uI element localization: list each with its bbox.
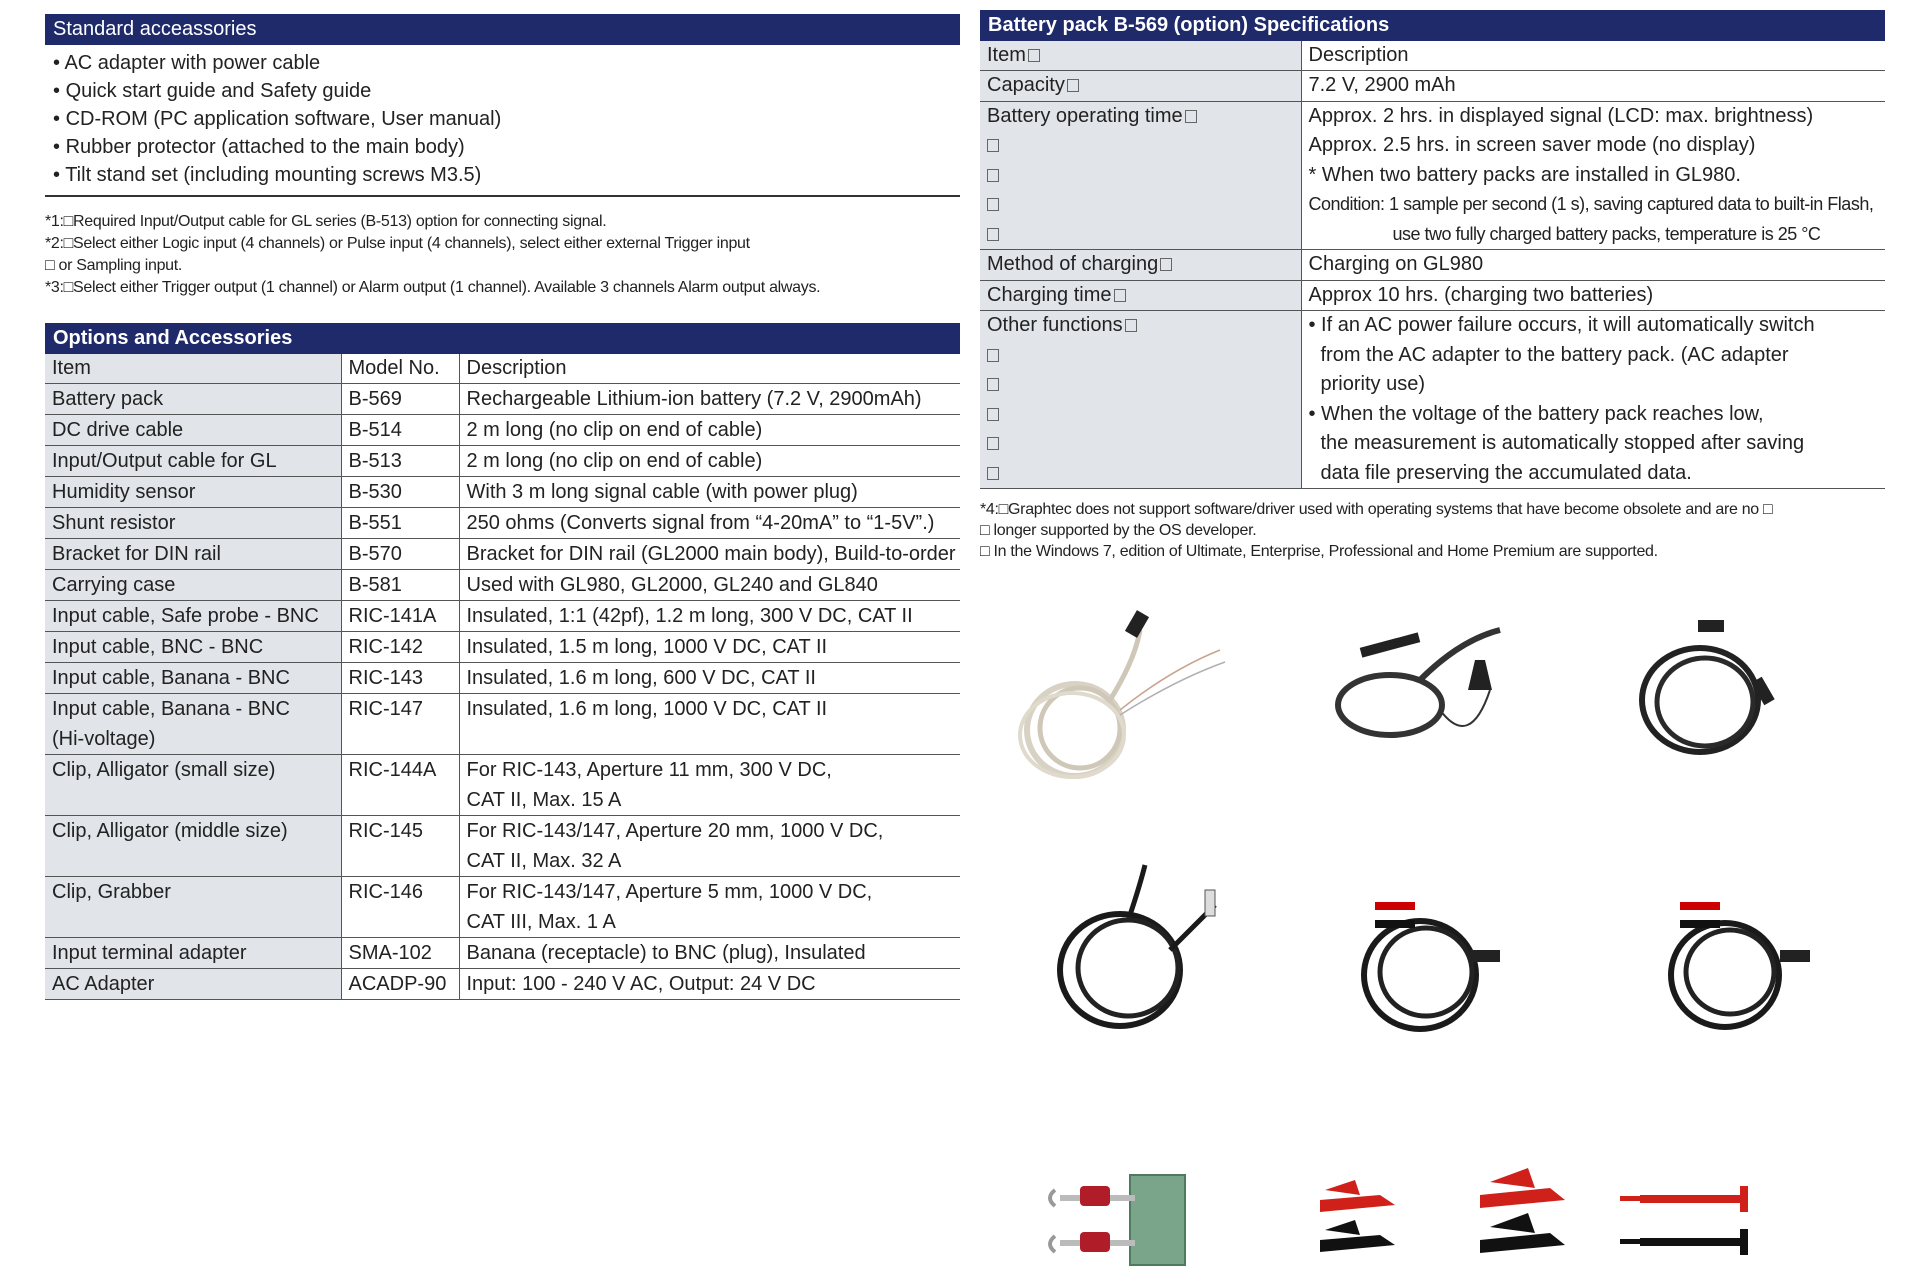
list-item: • AC adapter with power cable [45, 49, 960, 77]
left-column [45, 14, 960, 1000]
cell-line: CAT III, Max. 1 A [466, 911, 616, 933]
placeholder-box [987, 139, 999, 152]
model-cell: RIC-145 [341, 816, 459, 877]
alligator-clip-middle-photo [1480, 1168, 1565, 1253]
column-header: Description [459, 354, 960, 384]
cell-line: CAT II, Max. 32 A [466, 850, 622, 872]
table-row [980, 250, 1885, 281]
item-cell [45, 632, 341, 663]
placeholder-box [987, 349, 999, 362]
battery-spec-title: Battery pack B-569 (option) Specifications [980, 10, 1885, 41]
table-row [980, 280, 1885, 311]
table-row [980, 311, 1885, 489]
cell-line: • If an AC power failure occurs, it will automatically switch [1308, 314, 1815, 336]
description-cell [1301, 311, 1885, 489]
cell-line: Input: 100 - 240 V AC, Output: 24 V DC [466, 973, 816, 995]
model-cell: RIC-147 [341, 694, 459, 755]
description-cell [459, 446, 960, 477]
model-cell: RIC-143 [341, 663, 459, 694]
model-cell: RIC-142 [341, 632, 459, 663]
item-cell [45, 694, 341, 755]
item-label: Battery operating time [987, 104, 1183, 127]
cell-line: Approx. 2.5 hrs. in screen saver mode (no display) [1308, 134, 1756, 156]
item-cell [980, 311, 1301, 489]
cell-line: DC drive cable [52, 419, 184, 441]
table-row [45, 632, 960, 663]
cell-line: data file preserving the accumulated data. [1320, 461, 1692, 484]
table-row [45, 694, 960, 755]
placeholder-box [1067, 79, 1079, 92]
item-cell [45, 877, 341, 938]
standard-accessories-title: Standard acceassories [45, 14, 960, 45]
table-row [45, 446, 960, 477]
cell-line: Input cable, Safe probe - BNC [52, 605, 319, 627]
column-header: Model No. [341, 354, 459, 384]
description-cell [459, 694, 960, 755]
item-cell [45, 446, 341, 477]
placeholder-box [987, 198, 999, 211]
bnc-cable-photo [1642, 620, 1775, 752]
cell-line: (Hi-voltage) [52, 728, 156, 750]
description-cell [459, 938, 960, 969]
footnote: □ longer supported by the OS developer. [980, 522, 1257, 539]
item-cell [45, 601, 341, 632]
table-row [45, 508, 960, 539]
right-column [980, 10, 1885, 562]
cell-line: AC Adapter [52, 973, 155, 995]
options-section [45, 323, 960, 1000]
footnote: □ or Sampling input. [45, 257, 183, 274]
cell-line: For RIC-143/147, Aperture 5 mm, 1000 V DC, [466, 881, 873, 903]
description-cell [1301, 101, 1885, 250]
item-cell [45, 508, 341, 539]
table-row [45, 755, 960, 816]
placeholder-box [1125, 319, 1137, 332]
cell-line: the measurement is automatically stopped after saving [1320, 432, 1805, 454]
table-row [45, 816, 960, 877]
cell-line: use two fully charged battery packs, temperature is 25 °C [1392, 223, 1821, 244]
table-header-row [45, 354, 960, 384]
item-cell [980, 280, 1301, 311]
cell-line: 250 ohms (Converts signal from “4-20mA” to “1-5V”.) [466, 512, 935, 534]
placeholder-box [1160, 258, 1172, 271]
standard-accessories-list [45, 49, 960, 197]
item-cell [45, 755, 341, 816]
description-cell [459, 539, 960, 570]
table-row [45, 877, 960, 938]
table-row [45, 415, 960, 446]
item-cell [45, 384, 341, 415]
cell-line: Clip, Alligator (middle size) [52, 820, 288, 842]
cell-line: With 3 m long signal cable (with power plug) [466, 481, 858, 503]
item-cell [45, 477, 341, 508]
header-label: Item [987, 44, 1026, 66]
cell-line: Insulated, 1:1 (42pf), 1.2 m long, 300 V DC, CAT II [466, 605, 913, 627]
description-cell [459, 816, 960, 877]
footnote: *2:□Select either Logic input (4 channels) or Pulse input (4 channels), select either external Trigger input [45, 235, 750, 252]
placeholder-box [987, 437, 999, 450]
cell-line: Bracket for DIN rail (GL2000 main body), Build-to-order [466, 543, 956, 565]
table-row [45, 384, 960, 415]
placeholder-box [987, 228, 999, 241]
placeholder-box [987, 408, 999, 421]
cell-line: Used with GL980, GL2000, GL240 and GL840 [466, 574, 878, 596]
list-item: • Rubber protector (attached to the main body) [45, 133, 960, 161]
cell-line: Rechargeable Lithium-ion battery (7.2 V, 2900mAh) [466, 388, 922, 410]
cell-line: from the AC adapter to the battery pack. (AC adapter [1320, 343, 1789, 366]
cell-line: Insulated, 1.5 m long, 1000 V DC, CAT II [466, 636, 828, 658]
column-header [980, 41, 1301, 71]
item-cell [980, 71, 1301, 102]
cell-line: • When the voltage of the battery pack reaches low, [1308, 402, 1764, 425]
cell-line: 2 m long (no clip on end of cable) [466, 419, 763, 441]
model-cell: B-581 [341, 570, 459, 601]
item-cell [45, 816, 341, 877]
list-item: • Quick start guide and Safety guide [45, 77, 960, 105]
table-row [45, 477, 960, 508]
cell-line: Input cable, Banana - BNC [52, 667, 290, 689]
table-row [45, 938, 960, 969]
cell-line: Carrying case [52, 574, 176, 596]
cell-line: Input terminal adapter [52, 942, 247, 964]
cell-line: Charging on GL980 [1308, 253, 1484, 275]
model-cell: RIC-141A [341, 601, 459, 632]
description-cell [459, 969, 960, 1000]
cell-line: Input cable, BNC - BNC [52, 636, 264, 658]
cell-line: 2 m long (no clip on end of cable) [466, 450, 763, 472]
item-label: Charging time [987, 283, 1112, 306]
cell-line: Clip, Grabber [52, 881, 171, 903]
list-item: • CD-ROM (PC application software, User manual) [45, 105, 960, 133]
cell-line: priority use) [1320, 373, 1425, 395]
battery-spec-table [980, 41, 1885, 489]
table-row [45, 663, 960, 694]
table-row [980, 101, 1885, 250]
table-row [980, 71, 1885, 102]
placeholder-box [1028, 49, 1040, 62]
model-cell: B-513 [341, 446, 459, 477]
cell-line: Humidity sensor [52, 481, 196, 503]
model-cell: ACADP-90 [341, 969, 459, 1000]
footnote: *1:□Required Input/Output cable for GL series (B-513) option for connecting signal. [45, 213, 607, 230]
accessory-photos [980, 590, 1885, 1280]
item-label: Other functions [987, 314, 1123, 336]
footnotes [45, 211, 960, 299]
cell-line: Input cable, Banana - BNC [52, 698, 290, 720]
dc-drive-cable-photo [1060, 865, 1215, 1026]
hi-voltage-banana-bnc-cable-photo [1671, 902, 1810, 1027]
banana-bnc-cable-photo [1364, 902, 1500, 1029]
description-cell [459, 663, 960, 694]
placeholder-box [987, 378, 999, 391]
list-item: • Tilt stand set (including mounting screws M3.5) [45, 161, 960, 189]
alligator-clip-small-photo [1320, 1180, 1395, 1252]
cell-line: 7.2 V, 2900 mAh [1308, 74, 1456, 96]
model-cell: B-514 [341, 415, 459, 446]
description-cell [459, 755, 960, 816]
options-title: Options and Accessories [45, 323, 960, 354]
item-label: Method of charging [987, 253, 1159, 275]
item-cell [980, 250, 1301, 281]
description-cell [1301, 250, 1885, 281]
model-cell: RIC-144A [341, 755, 459, 816]
model-cell: B-551 [341, 508, 459, 539]
os-support-notes [980, 499, 1885, 562]
item-cell [45, 663, 341, 694]
model-cell: SMA-102 [341, 938, 459, 969]
footnote: □ In the Windows 7, edition of Ultimate, Enterprise, Professional and Home Premium are supported. [980, 543, 1658, 560]
cell-line: Battery pack [52, 388, 164, 410]
placeholder-box [1114, 289, 1126, 302]
placeholder-box [987, 169, 999, 182]
cell-line: CAT II, Max. 15 A [466, 789, 622, 811]
item-cell [45, 570, 341, 601]
humidity-sensor-cable-photo [1020, 610, 1225, 777]
shunt-resistor-photo [1050, 1175, 1185, 1265]
safe-probe-cable-photo [1338, 630, 1500, 735]
description-cell [459, 877, 960, 938]
item-cell [45, 938, 341, 969]
model-cell: B-530 [341, 477, 459, 508]
footnote: *4:□Graphtec does not support software/driver used with operating systems that have become obsolete and are no □ [980, 501, 1773, 518]
cell-line: Banana (receptacle) to BNC (plug), Insulated [466, 942, 866, 964]
description-cell [459, 601, 960, 632]
cell-line: For RIC-143, Aperture 11 mm, 300 V DC, [466, 759, 832, 781]
cell-line: Condition: 1 sample per second (1 s), saving captured data to built-in Flash, [1308, 194, 1874, 214]
footnote: *3:□Select either Trigger output (1 channel) or Alarm output (1 channel). Available 3 channels Alarm output always. [45, 279, 821, 296]
description-cell [459, 477, 960, 508]
description-cell [1301, 71, 1885, 102]
table-row [45, 969, 960, 1000]
description-cell [1301, 280, 1885, 311]
table-header-row [980, 41, 1885, 71]
table-row [45, 601, 960, 632]
description-cell [459, 570, 960, 601]
cell-line: * When two battery packs are installed in GL980. [1308, 163, 1741, 186]
cell-line: Approx. 2 hrs. in displayed signal (LCD: max. brightness) [1308, 104, 1814, 127]
table-row [45, 539, 960, 570]
column-header: Description [1301, 41, 1885, 71]
placeholder-box [987, 467, 999, 480]
item-label: Capacity [987, 74, 1065, 96]
description-cell [459, 632, 960, 663]
model-cell: B-569 [341, 384, 459, 415]
description-cell [459, 384, 960, 415]
cell-line: Insulated, 1.6 m long, 600 V DC, CAT II [466, 667, 816, 689]
cell-line: Insulated, 1.6 m long, 1000 V DC, CAT II [466, 698, 828, 720]
model-cell: B-570 [341, 539, 459, 570]
item-cell [45, 539, 341, 570]
column-header: Item [45, 354, 341, 384]
cell-line: Bracket for DIN rail [52, 543, 221, 565]
cell-line: Approx 10 hrs. (charging two batteries) [1308, 283, 1654, 306]
cell-line: Clip, Alligator (small size) [52, 759, 276, 781]
description-cell [459, 415, 960, 446]
grabber-clip-photo [1620, 1186, 1748, 1255]
description-cell [459, 508, 960, 539]
item-cell [45, 969, 341, 1000]
item-cell [45, 415, 341, 446]
model-cell: RIC-146 [341, 877, 459, 938]
cell-line: Shunt resistor [52, 512, 176, 534]
placeholder-box [1185, 110, 1197, 123]
cell-line: Input/Output cable for GL [52, 450, 277, 472]
item-cell [980, 101, 1301, 250]
table-row [45, 570, 960, 601]
cell-line: For RIC-143/147, Aperture 20 mm, 1000 V DC, [466, 820, 884, 842]
options-table [45, 354, 960, 1000]
